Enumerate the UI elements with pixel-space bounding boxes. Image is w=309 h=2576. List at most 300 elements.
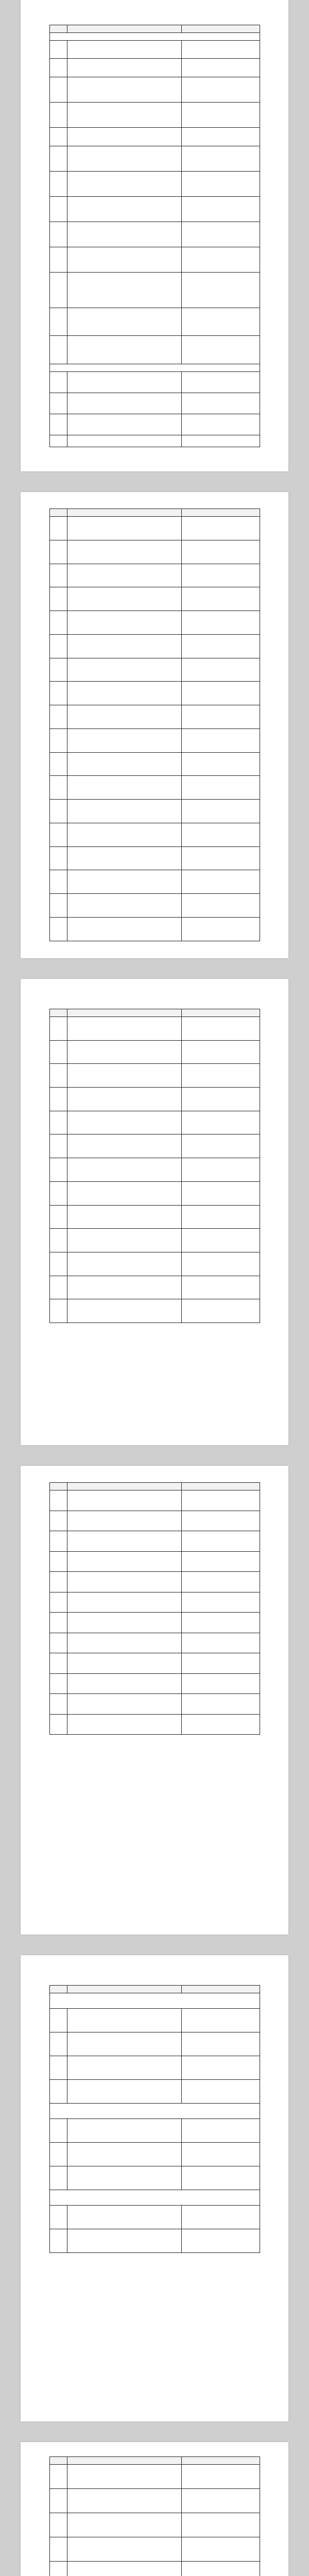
cell-no	[50, 2537, 67, 2562]
table-header	[50, 25, 260, 33]
column-header-requirement	[67, 25, 182, 33]
section-title	[50, 2104, 260, 2119]
cell-basis	[182, 222, 260, 247]
cell-no	[50, 371, 67, 393]
cell-no	[50, 273, 67, 308]
cell-basis	[182, 2537, 260, 2562]
cell-no	[50, 1673, 67, 1694]
column-header-basis	[182, 1986, 260, 1993]
cell-basis	[182, 393, 260, 414]
checklist-table	[49, 25, 260, 447]
cell-requirement	[67, 611, 182, 635]
table-row	[50, 2119, 260, 2142]
cell-basis	[182, 918, 260, 941]
cell-requirement	[67, 800, 182, 823]
cell-no	[50, 171, 67, 196]
cell-no	[50, 1017, 67, 1041]
cell-basis	[182, 1694, 260, 1715]
cell-requirement	[67, 634, 182, 658]
cell-no	[50, 894, 67, 918]
checklist-table	[49, 2456, 260, 2576]
cell-no	[50, 146, 67, 171]
table-row	[50, 1017, 260, 1041]
cell-no	[50, 1040, 67, 1064]
table-row	[50, 171, 260, 196]
cell-requirement	[67, 2562, 182, 2576]
cell-basis	[182, 2079, 260, 2103]
table-row	[50, 2562, 260, 2576]
cell-basis	[182, 682, 260, 705]
cell-requirement	[67, 2513, 182, 2537]
cell-no	[50, 517, 67, 540]
cell-basis	[182, 894, 260, 918]
section-title	[50, 33, 260, 41]
cell-no	[50, 1694, 67, 1715]
cell-no	[50, 1111, 67, 1134]
table-header	[50, 1483, 260, 1490]
cell-no	[50, 800, 67, 823]
cell-basis	[182, 41, 260, 59]
cell-no	[50, 1134, 67, 1158]
table-row	[50, 2008, 260, 2032]
table-row	[50, 1205, 260, 1229]
cell-basis	[182, 846, 260, 870]
column-header-no	[50, 1009, 67, 1017]
cell-requirement	[67, 2008, 182, 2032]
cell-no	[50, 2465, 67, 2489]
table-row	[50, 371, 260, 393]
table-row	[50, 414, 260, 435]
cell-no	[50, 682, 67, 705]
table-row	[50, 800, 260, 823]
table-row	[50, 1088, 260, 1111]
table-row	[50, 564, 260, 587]
table-row	[50, 273, 260, 308]
cell-basis	[182, 2489, 260, 2513]
cell-basis	[182, 1673, 260, 1694]
table-row	[50, 103, 260, 128]
cell-basis	[182, 1088, 260, 1111]
cell-requirement	[67, 1633, 182, 1653]
table-row	[50, 1252, 260, 1276]
column-header-requirement	[67, 1986, 182, 1993]
cell-no	[50, 414, 67, 435]
table-row	[50, 1111, 260, 1134]
cell-requirement	[67, 823, 182, 846]
cell-requirement	[67, 336, 182, 364]
cell-no	[50, 308, 67, 336]
section-title	[50, 1993, 260, 2009]
cell-no	[50, 128, 67, 146]
cell-requirement	[67, 846, 182, 870]
cell-no	[50, 1276, 67, 1299]
cell-no	[50, 1613, 67, 1633]
checklist-table	[49, 1482, 260, 1735]
cell-basis	[182, 2229, 260, 2252]
column-header-requirement	[67, 509, 182, 517]
table-row	[50, 1714, 260, 1735]
cell-basis	[182, 1229, 260, 1252]
cell-no	[50, 705, 67, 729]
cell-requirement	[67, 1714, 182, 1735]
cell-no	[50, 1714, 67, 1735]
cell-requirement	[67, 414, 182, 435]
table-row	[50, 2229, 260, 2252]
cell-no	[50, 540, 67, 564]
cell-basis	[182, 247, 260, 273]
cell-basis	[182, 1592, 260, 1613]
column-header-basis	[182, 509, 260, 517]
cell-no	[50, 728, 67, 752]
cell-requirement	[67, 41, 182, 59]
cell-requirement	[67, 682, 182, 705]
column-header-no	[50, 509, 67, 517]
cell-requirement	[67, 59, 182, 77]
cell-requirement	[67, 2079, 182, 2103]
table-row	[50, 1181, 260, 1205]
cell-requirement	[67, 705, 182, 729]
cell-requirement	[67, 1511, 182, 1531]
cell-requirement	[67, 1088, 182, 1111]
cell-no	[50, 1088, 67, 1111]
cell-basis	[182, 1572, 260, 1592]
cell-requirement	[67, 1592, 182, 1613]
cell-requirement	[67, 222, 182, 247]
cell-requirement	[67, 1229, 182, 1252]
cell-no	[50, 1299, 67, 1323]
table-row	[50, 1040, 260, 1064]
table-row	[50, 1490, 260, 1511]
cell-basis	[182, 1040, 260, 1064]
cell-basis	[182, 336, 260, 364]
section-row	[50, 1993, 260, 2009]
table-row	[50, 2032, 260, 2056]
cell-basis	[182, 1653, 260, 1674]
cell-requirement	[67, 870, 182, 894]
cell-requirement	[67, 371, 182, 393]
cell-basis	[182, 2465, 260, 2489]
cell-no	[50, 846, 67, 870]
table-row	[50, 1276, 260, 1299]
cell-basis	[182, 1134, 260, 1158]
cell-requirement	[67, 658, 182, 682]
table-row	[50, 587, 260, 611]
cell-basis	[182, 1252, 260, 1276]
section-title	[50, 364, 260, 371]
cell-no	[50, 2166, 67, 2190]
cell-basis	[182, 103, 260, 128]
cell-no	[50, 2205, 67, 2229]
table-row	[50, 197, 260, 222]
cell-basis	[182, 1551, 260, 1572]
cell-basis	[182, 752, 260, 776]
cell-requirement	[67, 1551, 182, 1572]
cell-requirement	[67, 728, 182, 752]
cell-basis	[182, 705, 260, 729]
table-row	[50, 308, 260, 336]
cell-no	[50, 2513, 67, 2537]
cell-requirement	[67, 273, 182, 308]
cell-basis	[182, 2032, 260, 2056]
cell-basis	[182, 1613, 260, 1633]
table-row	[50, 1551, 260, 1572]
table-row	[50, 2079, 260, 2103]
table-row	[50, 1592, 260, 1613]
cell-no	[50, 77, 67, 102]
cell-requirement	[67, 1653, 182, 1674]
table-row	[50, 2513, 260, 2537]
cell-requirement	[67, 308, 182, 336]
cell-basis	[182, 2562, 260, 2576]
table-header	[50, 509, 260, 517]
cell-no	[50, 2229, 67, 2252]
cell-requirement	[67, 1613, 182, 1633]
section-row	[50, 33, 260, 41]
column-header-basis	[182, 1009, 260, 1017]
table-row	[50, 222, 260, 247]
cell-no	[50, 2119, 67, 2142]
table-row	[50, 752, 260, 776]
cell-no	[50, 59, 67, 77]
cell-requirement	[67, 2166, 182, 2190]
table-row	[50, 1673, 260, 1694]
cell-requirement	[67, 2032, 182, 2056]
cell-requirement	[67, 1040, 182, 1064]
cell-requirement	[67, 1205, 182, 1229]
cell-requirement	[67, 103, 182, 128]
cell-basis	[182, 776, 260, 800]
column-header-requirement	[67, 2457, 182, 2465]
cell-no	[50, 2056, 67, 2079]
cell-no	[50, 918, 67, 941]
table-row	[50, 1134, 260, 1158]
cell-no	[50, 2032, 67, 2056]
cell-no	[50, 1158, 67, 1182]
column-header-no	[50, 1986, 67, 1993]
cell-requirement	[67, 1673, 182, 1694]
cell-no	[50, 393, 67, 414]
cell-no	[50, 2489, 67, 2513]
cell-no	[50, 2142, 67, 2166]
table-row	[50, 517, 260, 540]
cell-basis	[182, 1490, 260, 1511]
cell-basis	[182, 800, 260, 823]
cell-requirement	[67, 1158, 182, 1182]
cell-requirement	[67, 2142, 182, 2166]
cell-requirement	[67, 247, 182, 273]
cell-no	[50, 564, 67, 587]
cell-basis	[182, 1017, 260, 1041]
column-header-basis	[182, 1483, 260, 1490]
cell-requirement	[67, 2465, 182, 2489]
cell-requirement	[67, 1276, 182, 1299]
cell-basis	[182, 2205, 260, 2229]
table-row	[50, 1653, 260, 1674]
table-row	[50, 1531, 260, 1552]
cell-requirement	[67, 1299, 182, 1323]
document-page	[21, 979, 288, 1445]
column-header-requirement	[67, 1009, 182, 1017]
cell-no	[50, 435, 67, 447]
table-header	[50, 1986, 260, 1993]
table-header	[50, 2457, 260, 2465]
table-row	[50, 846, 260, 870]
table-row	[50, 247, 260, 273]
table-row	[50, 59, 260, 77]
cell-basis	[182, 197, 260, 222]
cell-requirement	[67, 2119, 182, 2142]
cell-requirement	[67, 197, 182, 222]
checklist-table	[49, 509, 260, 941]
cell-basis	[182, 435, 260, 447]
cell-requirement	[67, 2056, 182, 2079]
table-row	[50, 2056, 260, 2079]
cell-no	[50, 103, 67, 128]
cell-basis	[182, 1276, 260, 1299]
document-page	[21, 1466, 288, 1935]
table-row	[50, 611, 260, 635]
cell-requirement	[67, 517, 182, 540]
cell-no	[50, 752, 67, 776]
cell-no	[50, 197, 67, 222]
cell-no	[50, 1531, 67, 1552]
cell-no	[50, 2008, 67, 2032]
cell-requirement	[67, 1111, 182, 1134]
section-row	[50, 364, 260, 371]
cell-requirement	[67, 1694, 182, 1715]
cell-requirement	[67, 2205, 182, 2229]
document-page	[21, 0, 288, 471]
table-row	[50, 336, 260, 364]
cell-no	[50, 1490, 67, 1511]
cell-requirement	[67, 752, 182, 776]
cell-no	[50, 611, 67, 635]
cell-basis	[182, 634, 260, 658]
cell-basis	[182, 2513, 260, 2537]
table-row	[50, 1572, 260, 1592]
cell-requirement	[67, 77, 182, 102]
cell-requirement	[67, 128, 182, 146]
table-row	[50, 658, 260, 682]
cell-no	[50, 1633, 67, 1653]
cell-basis	[182, 273, 260, 308]
table-row	[50, 2489, 260, 2513]
cell-requirement	[67, 146, 182, 171]
table-row	[50, 1229, 260, 1252]
cell-basis	[182, 1064, 260, 1088]
table-row	[50, 894, 260, 918]
table-row	[50, 1299, 260, 1323]
table-row	[50, 2465, 260, 2489]
cell-no	[50, 222, 67, 247]
table-row	[50, 870, 260, 894]
cell-basis	[182, 1531, 260, 1552]
cell-no	[50, 1551, 67, 1572]
cell-basis	[182, 59, 260, 77]
cell-no	[50, 823, 67, 846]
cell-basis	[182, 1205, 260, 1229]
document-page	[21, 2442, 288, 2576]
cell-no	[50, 1252, 67, 1276]
cell-basis	[182, 1181, 260, 1205]
cell-basis	[182, 77, 260, 102]
cell-basis	[182, 308, 260, 336]
cell-basis	[182, 517, 260, 540]
cell-requirement	[67, 918, 182, 941]
section-row	[50, 2190, 260, 2206]
cell-requirement	[67, 1134, 182, 1158]
cell-basis	[182, 823, 260, 846]
cell-basis	[182, 564, 260, 587]
cell-basis	[182, 1299, 260, 1323]
cell-no	[50, 1511, 67, 1531]
cell-basis	[182, 1511, 260, 1531]
cell-no	[50, 2079, 67, 2103]
table-row	[50, 2142, 260, 2166]
cell-no	[50, 336, 67, 364]
cell-basis	[182, 2142, 260, 2166]
cell-requirement	[67, 1064, 182, 1088]
cell-requirement	[67, 393, 182, 414]
table-row	[50, 776, 260, 800]
column-header-basis	[182, 25, 260, 33]
table-row	[50, 146, 260, 171]
cell-basis	[182, 146, 260, 171]
cell-requirement	[67, 564, 182, 587]
cell-no	[50, 587, 67, 611]
column-header-no	[50, 1483, 67, 1490]
cell-basis	[182, 870, 260, 894]
cell-requirement	[67, 2537, 182, 2562]
cell-no	[50, 658, 67, 682]
table-row	[50, 1633, 260, 1653]
table-row	[50, 682, 260, 705]
cell-basis	[182, 128, 260, 146]
cell-no	[50, 2562, 67, 2576]
cell-requirement	[67, 435, 182, 447]
cell-requirement	[67, 1490, 182, 1511]
table-header	[50, 1009, 260, 1017]
table-row	[50, 1064, 260, 1088]
cell-basis	[182, 611, 260, 635]
cell-basis	[182, 171, 260, 196]
cell-requirement	[67, 171, 182, 196]
table-row	[50, 705, 260, 729]
cell-no	[50, 1572, 67, 1592]
column-header-basis	[182, 2457, 260, 2465]
cell-basis	[182, 2056, 260, 2079]
cell-requirement	[67, 540, 182, 564]
column-header-requirement	[67, 1483, 182, 1490]
document-page	[21, 1955, 288, 2421]
column-header-no	[50, 25, 67, 33]
cell-requirement	[67, 2489, 182, 2513]
table-row	[50, 540, 260, 564]
table-row	[50, 918, 260, 941]
cell-no	[50, 634, 67, 658]
checklist-table	[49, 1985, 260, 2253]
cell-no	[50, 1592, 67, 1613]
table-row	[50, 2537, 260, 2562]
cell-basis	[182, 1633, 260, 1653]
cell-basis	[182, 658, 260, 682]
document-page	[21, 492, 288, 958]
cell-no	[50, 1653, 67, 1674]
cell-requirement	[67, 1252, 182, 1276]
cell-basis	[182, 2166, 260, 2190]
cell-basis	[182, 414, 260, 435]
cell-requirement	[67, 894, 182, 918]
